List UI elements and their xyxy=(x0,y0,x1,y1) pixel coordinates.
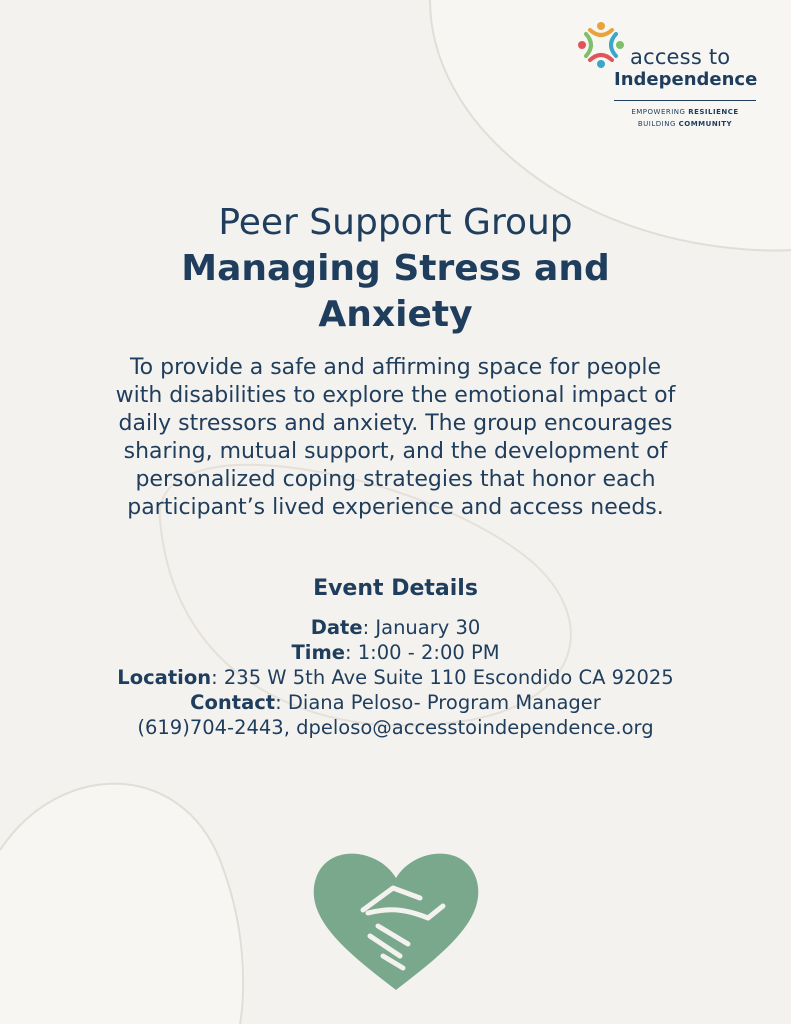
logo-tagline-1: EMPOWERING RESILIENCE xyxy=(631,108,739,116)
event-date: Date: January 30 xyxy=(310,616,481,639)
logo-tagline-2: BUILDING COMMUNITY xyxy=(637,120,733,128)
event-details-heading: Event Details xyxy=(313,576,478,601)
flyer-content xyxy=(60,200,731,740)
logo-name-line2: Independence xyxy=(614,69,758,90)
event-location: Location: 235 W 5th Ave Suite 110 Escondido CA 92025 xyxy=(117,666,674,689)
page-title: Managing Stress and Anxiety xyxy=(181,248,610,335)
event-contact: Contact: Diana Peloso- Program Manager xyxy=(190,691,601,714)
page-subtitle: Peer Support Group xyxy=(218,202,573,243)
heart-handshake-icon xyxy=(308,848,484,993)
logo-divider xyxy=(614,100,756,101)
event-contact-info: (619)704-2443, dpeloso@accesstoindependence.org xyxy=(137,716,654,739)
event-time: Time: 1:00 - 2:00 PM xyxy=(291,641,500,664)
organization-logo xyxy=(576,20,761,135)
event-details xyxy=(60,615,731,740)
group-description: To provide a safe and affirming space for people with disabilities to explore the emotional impact of daily stressors and anxiety. The group encourages sharing, mutual support, and the development of personalized coping strategies that honor each participant’s lived experience and access needs. xyxy=(115,355,676,520)
people-circle-icon xyxy=(576,20,626,70)
logo-name-line1: access to xyxy=(630,45,731,69)
